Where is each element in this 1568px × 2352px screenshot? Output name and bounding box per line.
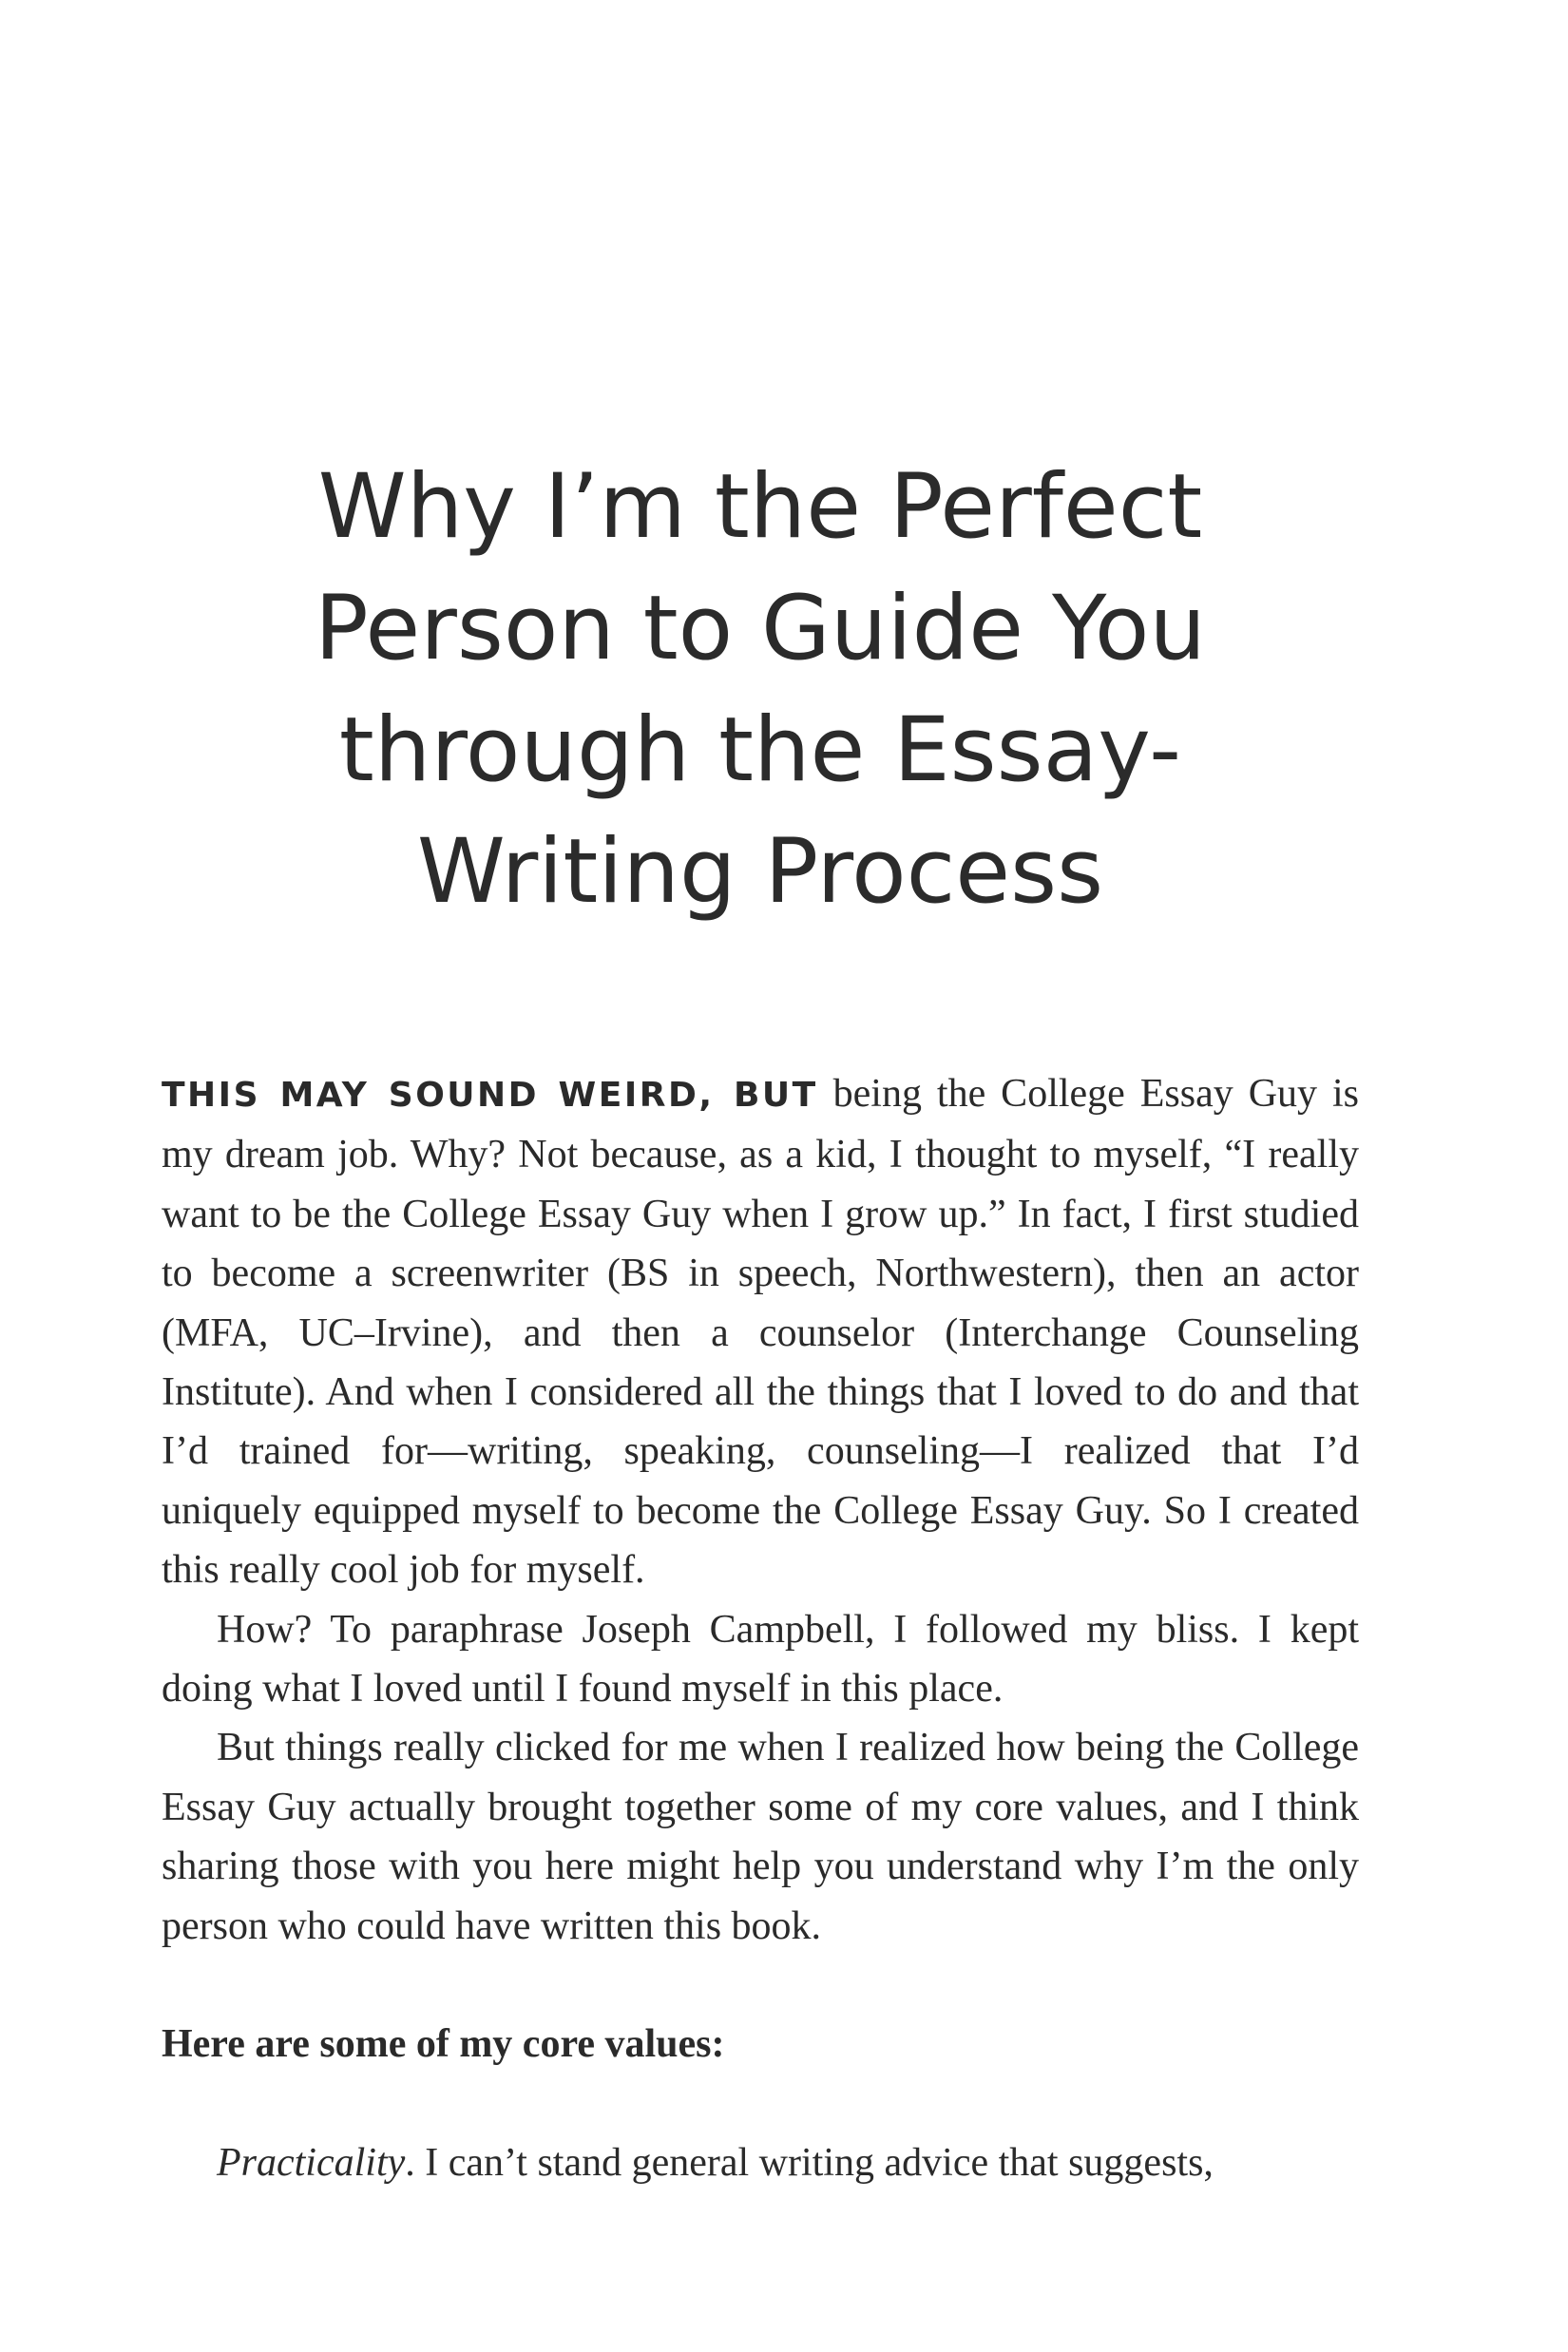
chapter-title-line: through the Essay- [338,698,1182,802]
chapter-title-line: Writing Process [416,820,1104,924]
chapter-title-line: Why I’m the Perfect [317,455,1203,559]
chapter-title-line: Person to Guide You [315,577,1206,680]
paragraph-1 [162,1064,1359,1600]
core-value-practicality [162,2133,1359,2192]
body-text [162,1064,1359,2192]
paragraph-3: But things really clicked for me when I realized how being the College Essay Guy actually brought together some of my core values, and I think sharing those with you here might help you understand why I’m the only person who could have written this book. [162,1726,1359,1948]
paragraph-1-text: being the College Essay Guy is my dream job. Why? Not because, as a kid, I thought to myself, “I really want to be the College Essay Guy when I grow up.” In fact, I first studied to become a screenwriter (BS in speech, Northwestern), then an actor (MFA, UC–Irvine), and then a counselor (Interchange Counseling Institute). And when I considered all the things that I loved to do and that I’d trained for—writing, speaking, counseling—I realized that I’d uniquely equipped myself to become the College Essay Guy. So I created this really cool job for myself. [162,1072,1359,1593]
core-values-heading: Here are some of my core values: [162,2022,725,2067]
core-value-term: Practicality [217,2140,406,2185]
lead-in: THIS MAY SOUND WEIRD, BUT [162,1076,818,1115]
core-value-text: . I can’t stand general writing advice that suggests, [405,2140,1214,2185]
chapter-title [162,447,1359,933]
paragraph-2: How? To paraphrase Joseph Campbell, I followed my bliss. I kept doing what I loved until I found myself in this place. [162,1607,1359,1711]
